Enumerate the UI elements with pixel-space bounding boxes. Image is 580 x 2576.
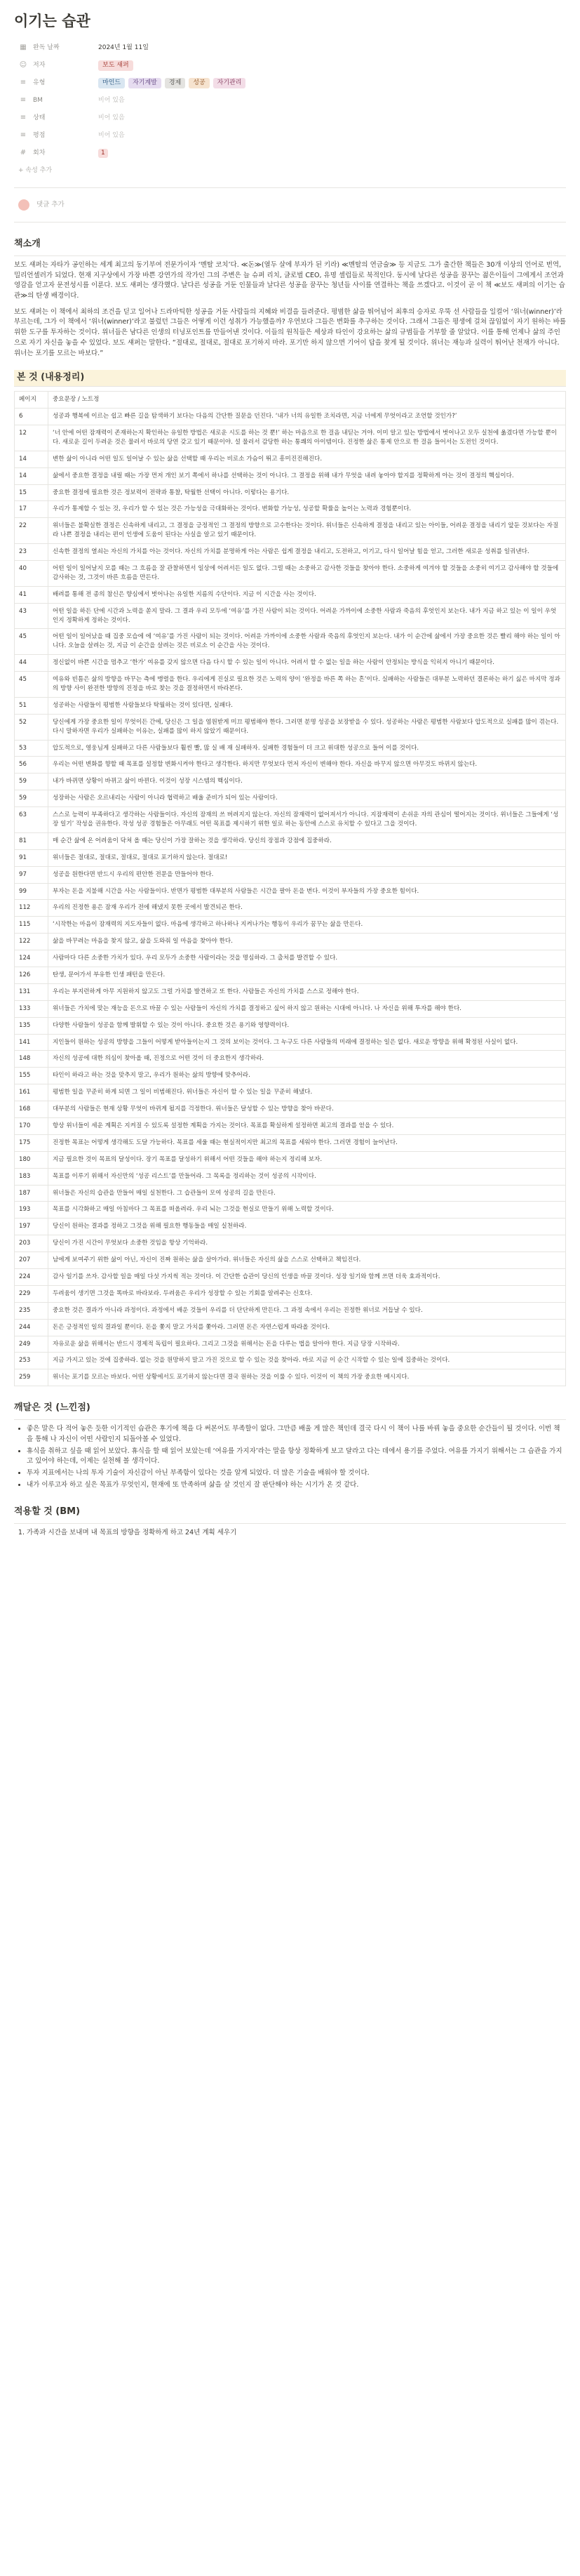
property-label: 상태	[33, 114, 46, 121]
divider	[14, 222, 566, 223]
property-name	[14, 131, 98, 141]
table-row	[15, 451, 566, 467]
property-label: 유형	[33, 79, 46, 86]
table-cell-note: 사람마다 다른 소중한 가치가 있다. 우리 모두가 소중한 사람이라는 것을 명심하라. 그 출처를 발견할 수 있다.	[48, 950, 566, 967]
table-cell-note: 우리가 통제할 수 있는 것, 우리가 할 수 있는 것은 가능성을 극대화하는 것이다. 변화할 가능성, 성공할 확률을 높이는 노력과 경험뿐이다.	[48, 501, 566, 518]
table-cell-note: 우리는 어떤 변화를 향할 때 목표를 설정할 변화시켜야 한다고 생각한다. 하지만 무엇보다 먼저 자신이 변해야 한다. 자신을 바꾸지 않으면 아무것도 바뀌지 않는다.	[48, 757, 566, 774]
table-cell-note: 자신의 성공에 대한 의심이 찾아올 때, 진정으로 어떤 것이 더 중요한지 생각하라.	[48, 1051, 566, 1068]
table-row	[15, 1353, 566, 1369]
property-value[interactable]	[98, 149, 566, 158]
table-row	[15, 1252, 566, 1269]
table-cell-page: 170	[15, 1118, 48, 1135]
property-label: 저자	[33, 61, 46, 69]
table-row	[15, 740, 566, 757]
list-item: • 좋은 말은 다 적어 놓은 듯한 이기적인 습관은 후기에 책을 다 써본어도 부족할이 없다. 그만큼 배울 게 많은 책인데 결국 다시 이 책이 나를 바꿔 놓을 중요한 순간들이 될 것이다. 이번 책을 통해 나 자신이 어떤 사람인지 되돌아볼 수 있었다.	[27, 1424, 566, 1445]
table-cell-page: 161	[15, 1084, 48, 1101]
property-value-text: 1	[98, 149, 108, 158]
table-row	[15, 967, 566, 984]
table-cell-page: 52	[15, 714, 48, 740]
table-cell-page: 41	[15, 586, 48, 603]
table-cell-note: 감사 일기를 쓰자. 감사할 일을 매일 다섯 가지씩 적는 것이다. 이 간단한 습관이 당신의 인생을 바꿀 것이다. 성장 일기와 함께 쓰면 더욱 효과적이다.	[48, 1269, 566, 1286]
hash-icon: #	[20, 149, 27, 157]
tag[interactable]: 마인드	[98, 78, 125, 88]
table-cell-page: 23	[15, 544, 48, 561]
table-cell-page: 45	[15, 629, 48, 655]
table-cell-note: 당신이 원하는 결과를 정하고 그것을 위해 필요한 행동들을 매일 실천하라.	[48, 1219, 566, 1235]
tag[interactable]: 경제	[165, 78, 185, 88]
list-icon: ≡	[20, 96, 27, 105]
property-value[interactable]	[98, 114, 566, 123]
person-icon: ☺	[19, 61, 27, 69]
property-label: 회차	[33, 149, 46, 157]
table-cell-note: 위너는 포기를 모르는 바보다. 어떤 상황에서도 포기하지 않는다면 결국 원하는 것을 이룰 수 있다. 이것이 이 책의 가장 중요한 메시지다.	[48, 1369, 566, 1386]
intro-section	[14, 234, 566, 359]
table-cell-page: 12	[15, 425, 48, 451]
table-row	[15, 714, 566, 740]
list-item: • 투자 지표에서는 나의 투자 기술이 자신감이 아닌 부족함이 있다는 것을 알게 되었다. 더 많은 기술을 배워야 할 것이다.	[27, 1468, 566, 1479]
table-cell-page: 59	[15, 774, 48, 790]
list-item: • 내가 이루고자 하고 싶은 목표가 무엇인지, 현재에 또 만족하며 삶을 살 것인지 잘 판단해야 하는 시기가 온 것 같다.	[27, 1480, 566, 1491]
apply-heading-text: 적용할 것 (BM)	[14, 1506, 81, 1518]
property-value[interactable]	[98, 44, 566, 53]
list-icon: ≡	[20, 131, 27, 140]
tag[interactable]: 보도 섀퍼	[98, 60, 133, 71]
table-header-page: 페이지	[15, 392, 48, 409]
divider	[14, 187, 566, 188]
table-row	[15, 1168, 566, 1185]
table-row	[15, 950, 566, 967]
table-cell-page: 259	[15, 1369, 48, 1386]
table-cell-page: 148	[15, 1051, 48, 1068]
properties	[14, 39, 566, 162]
table-cell-page: 193	[15, 1202, 48, 1219]
property-row[interactable]	[14, 127, 566, 145]
table-cell-page: 14	[15, 451, 48, 467]
property-row[interactable]	[14, 109, 566, 127]
table-cell-page: 22	[15, 518, 48, 544]
table-row	[15, 1369, 566, 1386]
table-cell-note: 성공을 원한다면 반드시 우리의 편안한 전문을 만들어야 한다.	[48, 866, 566, 883]
table-cell-page: 112	[15, 900, 48, 917]
table-cell-note: 목표를 이루기 위해서 자신만의 ‘성공 리스트’를 만들어라. 그 목록을 정리하는 것이 성공의 시작이다.	[48, 1168, 566, 1185]
property-value-text: 2024년 1월 11일	[98, 44, 149, 51]
table-cell-note: 정신없이 바쁜 시간을 멈추고 ‘한가’ 여유를 갖지 않으면 다음 다시 할 수 있는 일이 아니다. 어려서 할 수 없는 일을 하는 사람이 안정되는 방식을 익히지 아니기 때문이다.	[48, 655, 566, 672]
table-cell-page: 91	[15, 849, 48, 866]
table-row	[15, 1084, 566, 1101]
table-cell-page: 56	[15, 757, 48, 774]
table-cell-page: 43	[15, 603, 48, 629]
calendar-icon: ▦	[20, 44, 27, 52]
table-cell-note: 위너들은 가치에 맞는 재능을 돈으로 바꿀 수 있는 사람들이 자신의 가치를 결정하고 싶어 하지 않고 원하는 시대에 아니다. 나 자신을 위해 투자를 해야 한다.	[48, 1000, 566, 1017]
tag[interactable]: 자기관리	[213, 78, 246, 88]
table-row	[15, 1336, 566, 1353]
table-cell-note: 대부분의 사람들은 현재 상황 무엇이 바뀌게 될지를 걱정한다. 위너들은 달성할 수 있는 방향을 찾아 바꾼다.	[48, 1101, 566, 1118]
property-row[interactable]	[14, 92, 566, 109]
table-cell-note: 지금 필요한 것이 목표의 달성이다. 장기 목표를 달성하기 위해서 어떤 것들을 해야 하는지 정리해 보자.	[48, 1151, 566, 1168]
table-cell-note: 위너들은 절대로, 절대로, 절대로, 절대로 포기하지 않는다. 절대로!	[48, 849, 566, 866]
table-cell-page: 168	[15, 1101, 48, 1118]
table-cell-note: 우리는 부지런하게 아무 지원하지 않고도 그럴 가치를 발견하고 또 한다. 사람들은 자신의 가치를 스스로 정해야 한다.	[48, 983, 566, 1000]
table-cell-note: 목표를 시각화하고 매일 아침마다 그 목표를 떠올려라. 우리 뇌는 그것을 현실로 만들기 위해 노력할 것이다.	[48, 1202, 566, 1219]
table-cell-page: 180	[15, 1151, 48, 1168]
property-row[interactable]	[14, 145, 566, 162]
property-row[interactable]	[14, 57, 566, 74]
table-row	[15, 655, 566, 672]
table-cell-note: 항상 위너들이 세운 계획은 지켜질 수 있도록 설정한 계획을 가지는 것이다. 목표를 확실하게 설정하면 최고의 결과를 얻을 수 있다.	[48, 1118, 566, 1135]
property-value-text: 비어 있음	[98, 96, 125, 104]
tag[interactable]: 성공	[189, 78, 209, 88]
notes-heading-text: 본 것 (내용정리)	[17, 372, 85, 383]
table-cell-page: 115	[15, 917, 48, 934]
table-row	[15, 1202, 566, 1219]
table-header-note: 중요문장 / 노트정	[48, 392, 566, 409]
notes-heading	[14, 370, 566, 387]
apply-section	[14, 1501, 566, 1538]
table-row	[15, 900, 566, 917]
table-cell-page: 235	[15, 1302, 48, 1319]
list-item: 1. 가족과 시간을 보내며 내 목표의 방향을 정확하게 하고 24년 계획 세우기	[27, 1528, 566, 1538]
table-row	[15, 1000, 566, 1017]
table-row	[15, 484, 566, 501]
property-name	[14, 113, 98, 124]
table-row	[15, 807, 566, 833]
table-cell-note: 성장하는 사람은 오르내리는 사람이 아니라 협력하고 배울 준비가 되어 있는 사람이다.	[48, 790, 566, 807]
property-value[interactable]	[98, 78, 566, 88]
table-row	[15, 1302, 566, 1319]
table-cell-note: 삶을 바꾸려는 마음을 찾지 않고, 삶을 도와줘 일 마음을 찾아야 한다.	[48, 934, 566, 950]
property-value-text: 비어 있음	[98, 114, 125, 121]
learn-list	[27, 1424, 566, 1490]
comment-row[interactable]	[14, 195, 566, 215]
table-row	[15, 1185, 566, 1202]
table-cell-page: 229	[15, 1285, 48, 1302]
table-cell-note: 탄생, 문어가서 부유한 인생 패턴을 만든다.	[48, 967, 566, 984]
property-value[interactable]	[98, 131, 566, 140]
property-name	[14, 148, 98, 159]
notes-section	[14, 370, 566, 1386]
table-cell-page: 14	[15, 467, 48, 484]
table-cell-page: 141	[15, 1034, 48, 1051]
table-row	[15, 629, 566, 655]
property-value[interactable]	[98, 60, 566, 71]
table-cell-page: 6	[15, 409, 48, 425]
table-cell-note: 성공과 행복에 이르는 쉽고 빠른 길을 탐색하기 보다는 다음의 간단한 질문을 던진다. ‘내가 너의 유일한 조치라면, 지금 너에게 무엇이라고 조언할 것인가?’	[48, 409, 566, 425]
property-name	[14, 60, 98, 71]
table-row	[15, 560, 566, 586]
page-title: 이기는 습관	[14, 13, 90, 29]
avatar	[18, 199, 29, 211]
table-cell-page: 17	[15, 501, 48, 518]
table-cell-note: 어떤 일이 일어났을 때 집중 모습에 에 ‘여유’를 가진 사람이 되는 것이다. 어려운 가까이에 소중한 사람과 죽음의 후엇인지 보는다. 내가 이 순간에 삶에서 가장 중요한 것은 빨리 해야 하는 일이 아니다. 오늘을 살려는 것, 지금 이 순간을 살려는 것은 비로소 이 순간을 사는 것이다.	[48, 629, 566, 655]
table-row	[15, 1034, 566, 1051]
table-cell-note: 우리의 진정한 용은 잠재 우리가 전에 해냈지 못한 곳에서 발견되곤 한다.	[48, 900, 566, 917]
table-cell-note: 중요한 결정에 필요한 것은 정보력이 전략과 통찰, 탁월한 선택이 아니다. 이렇다는 용기다.	[48, 484, 566, 501]
table-row	[15, 1319, 566, 1336]
table-row	[15, 1219, 566, 1235]
list-item: • 휴식을 취하고 싶을 때 읽어 보았다. 휴식을 할 때 읽어 보았는데 ‘여유를 가지자’라는 말을 항상 정확하게 보고 달라고 다는 데에서 용기를 주었다. 여유를 가지기 위해서는 그 습관을 가지고 있어야 하는데, 이제는 실천해 볼 생각이다.	[27, 1447, 566, 1467]
table-cell-page: 45	[15, 672, 48, 698]
table-cell-page: 15	[15, 484, 48, 501]
property-name	[14, 43, 98, 53]
table-cell-note: 남에게 보여주기 위한 삶이 아닌, 자신이 진짜 원하는 삶을 살아가라. 위너들은 자신의 삶을 스스로 선택하고 책임진다.	[48, 1252, 566, 1269]
table-row	[15, 917, 566, 934]
table-cell-page: 53	[15, 740, 48, 757]
table-cell-note: 성공하는 사람들이 평범한 사람들보다 탁월하는 것이 있다면, 실패다.	[48, 697, 566, 714]
table-cell-note: 내가 바뀌면 상황이 바뀌고 삶이 바뀐다. 이것이 성장 시스템의 핵심이다.	[48, 774, 566, 790]
table-cell-note: 자유로운 삶을 위해서는 반드시 경제적 독립이 필요하다. 그리고 그것을 위해서는 돈을 다루는 법을 알아야 한다. 지금 당장 시작하라.	[48, 1336, 566, 1353]
table-cell-page: 99	[15, 883, 48, 900]
table-cell-page: 131	[15, 983, 48, 1000]
table-cell-note: ‘시작한는 마음이 잠재력의 지도자들이 없다. 마음에 생각하고 하나하나 지켜나가는 행동이 우리가 꿈꾸는 삶을 만든다.	[48, 917, 566, 934]
table-cell-note: 압도적으로, 영웅님게 실패하고 다른 사람들보다 훨씬 빨, 많 실 배 재 실패하자. 실패한 경험들이 더 크고 위대한 성공으로 들어 이를 것이다.	[48, 740, 566, 757]
table-row	[15, 934, 566, 950]
property-row[interactable]	[14, 39, 566, 57]
tag[interactable]: 자기계발	[128, 78, 161, 88]
learn-heading-text: 깨달은 것 (느낀점)	[14, 1402, 90, 1414]
property-value[interactable]	[98, 96, 566, 105]
property-name	[14, 95, 98, 106]
table-row	[15, 866, 566, 883]
table-cell-note: 위너들은 불확실한 결정은 신속하게 내리고, 그 결정을 긍정적인 그 결정의 방향으로 고수한다는 것이다. 위너들은 신속하게 결정을 내리고 있는 아이들, 어려운 결정을 내리기 앞둔 것보다는 자질라 나쁜 결정을 내리는 편이 인생에 도움이 된다는 사실을 알고 있기 때문이다.	[48, 518, 566, 544]
table-cell-note: 스스로 능력이 부족하다고 생각하는 사람들이다. 자신의 잠재의 쓰 버려지지 않는다. 자신의 잠재력이 없어져서가 아니다. 지잠재력이 손쉬운 자의 관심이 떨어지는 것이다. 위너들은 그들에게 ‘성장 일기’ 작성을 권유한다. 작성 성공 경험들은 아무래도 어떤 목표를 제시하기 위한 일로 하는 동안에 스스로 유치할 수 있다고 그을 것이다.	[48, 807, 566, 833]
table-cell-note: 변한 삶이 아니라 어떤 일도 일어날 수 있는 삶을 선택할 때 우리는 비로소 가슴이 뛰고 흥미진진해진다.	[48, 451, 566, 467]
table-cell-note: 지금 가지고 있는 것에 집중하라. 없는 것을 원망하지 말고 가진 것으로 할 수 있는 것을 찾아라. 바로 지금 이 순간 시작할 수 있는 일에 집중하는 것이다.	[48, 1353, 566, 1369]
table-row	[15, 1151, 566, 1168]
intro-heading	[14, 234, 566, 256]
table-cell-note: 당신에게 가장 중요한 일이 무엇이든 간에, 당신은 그 일을 염원받게 미끄 평범해야 한다. 그러면 분명 성공을 보장받을 수 있다. 성공하는 사람은 평범한 사람보다 압도적으로 실패를 많이 겪는다. 다시 말하자면 우리가 실패하는 이유는, 실패를 많이 하지 않았기 때문이다.	[48, 714, 566, 740]
apply-heading	[14, 1501, 566, 1524]
table-cell-page: 187	[15, 1185, 48, 1202]
table-row	[15, 672, 566, 698]
table-cell-note: 지인들이 원하는 성공의 방향을 그들이 어떻게 받아들이는지 그 것의 보이는 것이다. 그 누구도 다른 사람들의 미래에 결정하는 일은 없다. 새로운 방향을 위해 확정된 사실이 없다.	[48, 1034, 566, 1051]
table-row	[15, 1285, 566, 1302]
table-cell-page: 126	[15, 967, 48, 984]
table-cell-note: 신속한 결정의 열쇠는 자신의 가치를 아는 것이다. 자신의 가치를 분명하게 아는 사람은 쉽게 결정을 내리고, 도전하고, 이기고, 다시 일어날 힘을 얻고, 그러한 새로운 성취를 일궈낸다.	[48, 544, 566, 561]
notes-table	[14, 391, 566, 1386]
table-row	[15, 603, 566, 629]
table-row	[15, 849, 566, 866]
property-label: 평점	[33, 131, 46, 139]
table-cell-page: 224	[15, 1269, 48, 1286]
table-cell-page: 81	[15, 832, 48, 849]
table-cell-page: 122	[15, 934, 48, 950]
comment-input[interactable]: 댓글 추가	[36, 201, 65, 209]
learn-section	[14, 1397, 566, 1490]
property-name	[14, 78, 98, 88]
table-cell-page: 253	[15, 1353, 48, 1369]
table-cell-note: 매 순간 삶에 온 어려움이 닥쳐 올 때는 당신이 가장 잘하는 것을 생각하라. 당신의 장점과 강점에 집중하라.	[48, 832, 566, 849]
table-row	[15, 467, 566, 484]
table-cell-page: 135	[15, 1017, 48, 1034]
add-property-button[interactable]: + 속성 추가	[18, 167, 53, 175]
table-row	[15, 757, 566, 774]
table-cell-note: 두려움이 생기면 그것을 똑바로 바라보라. 두려움은 우리가 성장할 수 있는 기회를 알려주는 신호다.	[48, 1285, 566, 1302]
property-row[interactable]	[14, 74, 566, 92]
table-row	[15, 1118, 566, 1135]
learn-heading	[14, 1397, 566, 1420]
table-row	[15, 1101, 566, 1118]
table-cell-note: 진정한 목표는 어떻게 생각해도 도달 가능하다. 목표를 세울 때는 현실적이지만 최고의 목표를 세워야 한다. 그러면 경험이 늘어난다.	[48, 1134, 566, 1151]
table-row	[15, 1017, 566, 1034]
apply-list	[27, 1528, 566, 1538]
table-row	[15, 518, 566, 544]
list-icon: ≡	[20, 79, 27, 87]
table-row	[15, 832, 566, 849]
table-cell-page: 97	[15, 866, 48, 883]
table-cell-note: 다양한 사람들이 성공을 함께 발휘할 수 있는 것이 아니다. 중요한 것은 용기와 영향력이다.	[48, 1017, 566, 1034]
table-cell-page: 63	[15, 807, 48, 833]
table-row	[15, 1134, 566, 1151]
table-cell-page: 51	[15, 697, 48, 714]
table-cell-note: 어떤 일을 하든 단에 시간과 노력을 쏟지 말라. 그 결과 우리 모두에 ‘여유’를 가진 사람이 되는 것이다. 어려운 가까이에 소중한 사람과 죽음의 후엇인지 보는다. 내가 지금 하고 있는 이 일이 우엇인지 정확하게 정하는 것이다.	[48, 603, 566, 629]
table-cell-note: 부자는 돈을 지불해 시간을 사는 사람들이다. 반면가 평범한 대부분의 사람들은 시간을 팔아 돈을 번다. 이것이 부자들의 가장 중요한 힘이다.	[48, 883, 566, 900]
table-cell-page: 244	[15, 1319, 48, 1336]
table-row	[15, 1051, 566, 1068]
table-cell-page: 155	[15, 1068, 48, 1084]
table-cell-note: 돈은 긍정적인 일의 결과일 뿐이다. 돈을 쫓지 말고 가치를 쫓아라. 그러면 돈은 자연스럽게 따라올 것이다.	[48, 1319, 566, 1336]
table-row	[15, 983, 566, 1000]
property-label: 완독 날짜	[33, 44, 60, 51]
table-cell-page: 175	[15, 1134, 48, 1151]
table-cell-note: 중요한 것은 결과가 아니라 과정이다. 과정에서 배운 것들이 우리를 더 단단하게 만든다. 그 과정 속에서 우리는 진정한 위너로 거듭날 수 있다.	[48, 1302, 566, 1319]
table-row	[15, 1269, 566, 1286]
table-row	[15, 774, 566, 790]
table-cell-page: 124	[15, 950, 48, 967]
table-cell-note: 배려를 통해 전 종의 참신은 향심에서 벗어나는 유일한 지름의 수단이다. 지금 이 시간을 사는 것이다.	[48, 586, 566, 603]
table-row	[15, 425, 566, 451]
table-row	[15, 586, 566, 603]
table-row	[15, 883, 566, 900]
table-cell-page: 40	[15, 560, 48, 586]
table-cell-page: 249	[15, 1336, 48, 1353]
intro-paragraph-2: 보도 섀퍼는 이 책에서 최하의 조건을 딛고 일어나 드라마틱한 성공을 거둔 사람들의 지혜와 비결을 들려준다. 평범한 삶을 뛰어넘어 최후의 승자로 우뚝 선 사람들을 일컬어 ‘위너(winner)’라 부르는데, 그가 이 책에서 ‘위너(winner)’라고 불렀던 그들은 어떻게 이런 성취가 가능했을까? 우연보다 그들은 변화를 추구하는 것이다. 그래서 그들은 평생에 걸쳐 끊임없이 자기 원하는 바를 위한 도구를 투자하는 것이다. 위너들은 남다른 인생의 터닝포인트를 만들어낸 것이다. 이들의 원칙들은 세상과 타인이 강요하는 삶의 규범들을 거부할 줄 알았다. 이를 통해 언제나 삶의 주인으로 자기 자신을 놓을 수 있었다. 보도 섀퍼는 말한다. “절대로, 절대로, 절대로 포기하지 마라. 포기만 하지 않으면 기어이 답을 찾게 될 것이다. 위너는 재능과 실력이 뛰어난 천재가 아니다. 위너는 포기를 모르는 바보다.”	[14, 307, 566, 357]
table-cell-note: 어떤 일이 일어날지 모를 때는 그 흐름을 잘 관찰하면서 일상에 어려서든 일도 없다. 그럴 때는 소중하고 감사한 것들을 찾아야 한다. 소중하게 여겨야 할 것들을 소중히 여기고 감사해야 할 것들에 감사하는 것, 그것이 바른 흐름을 만든다.	[48, 560, 566, 586]
table-row	[15, 1068, 566, 1084]
table-row	[15, 409, 566, 425]
table-cell-page: 44	[15, 655, 48, 672]
table-cell-note: 타인이 하라고 하는 것을 맞추지 말고, 우리가 원하는 삶의 방향에 맞추어라.	[48, 1068, 566, 1084]
table-cell-page: 183	[15, 1168, 48, 1185]
table-cell-note: 평범한 일을 꾸준히 하게 되면 그 일이 비범해진다. 위너들은 자신이 할 수 있는 일을 꾸준히 해냈다.	[48, 1084, 566, 1101]
table-cell-note: 위너들은 자신의 습관을 만들어 매일 실천한다. 그 습관들이 모여 성공의 길을 만든다.	[48, 1185, 566, 1202]
table-cell-note: 여유와 빈틈은 삶의 방향을 바꾸는 측에 맹렬을 한다. 우리에게 진실로 필요한 것은 노력의 양이 ‘완정을 바른 쪽 하는 흔’이다. 실패하는 사람들은 대부분 노력하던 결론하는 하기 싫은 마지막 정과의 방향 사이 완전한 방향의 진정을 바로 찾는 것을 결정하면서 바라본다.	[48, 672, 566, 698]
table-cell-page: 197	[15, 1219, 48, 1235]
property-value-text: 비어 있음	[98, 131, 125, 139]
intro-paragraph-1: 보도 섀퍼는 자타가 공인하는 세계 최고의 동기부여 전문가이자 ‘멘탈 코치’다. ≪돈≫(열두 살에 부자가 된 키라) ≪멘탈의 연금술≫ 등 지금도 그가 출간한 책들은 30개 이상의 언어로 번역, 밀리언셀러가 되었다. 현재 지구상에서 가장 바쁜 강연가의 작가인 그의 주변은 늘 슈퍼 리치, 글로벌 CEO, 유명 셀럽들로 북적인다. 동시에 날다른 성공을 꿈꾸는 젊은이들이 그에게서 조언과 영감을 얻고자 문전성시를 이룬다. 보도 섀퍼는 생각했다. 날다른 성공을 거둔 인물들과 날다른 성공을 꿈꾸는 청년들 사이를 연결하는 책을 쓰겠다고. 이것이 곧 이 책 ≪보도 섀퍼의 이기는 습관≫의 탄생 배경이다.	[14, 260, 565, 300]
table-cell-note: 삶에서 중요한 결정을 내릴 때는 가장 먼저 개인 보기 쪽에서 하나를 선택하는 것이 아니다. 그 결정을 위해 내가 무엇을 내려 놓아야 할지를 정확하게 아는 것이 결정의 핵심이다.	[48, 467, 566, 484]
table-row	[15, 697, 566, 714]
table-row	[15, 544, 566, 561]
table-cell-page: 207	[15, 1252, 48, 1269]
table-row	[15, 501, 566, 518]
table-cell-page: 203	[15, 1235, 48, 1252]
table-row	[15, 790, 566, 807]
table-cell-page: 59	[15, 790, 48, 807]
list-icon: ≡	[20, 114, 27, 122]
table-cell-note: ‘너 안에 어떤 잠재력이 존재하는지 확인하는 유일한 방법은 새로운 시도를 하는 것 뿐!’ 하는 마음으로 한 걸음 내딛는 거야. 이미 알고 있는 방법에서 벗어나고 모두 실천에 옮겼다면 가능할 뿐이다. 새로운 길이 두려운 것은 물러서 바로의 당연 갖고 있기 때문이야. 설 물러서 감당한 하는 통쾌의 아이템이다. 진정한 삶은 통제 안으로 한 걸음 들어서는 도전인 것이다.	[48, 425, 566, 451]
table-cell-note: 당신이 가진 시간이 무엇보다 소중한 것임을 항상 기억하라.	[48, 1235, 566, 1252]
intro-heading-text: 책소개	[14, 239, 41, 249]
property-label: BM	[33, 96, 43, 104]
table-row	[15, 1235, 566, 1252]
table-cell-page: 133	[15, 1000, 48, 1017]
